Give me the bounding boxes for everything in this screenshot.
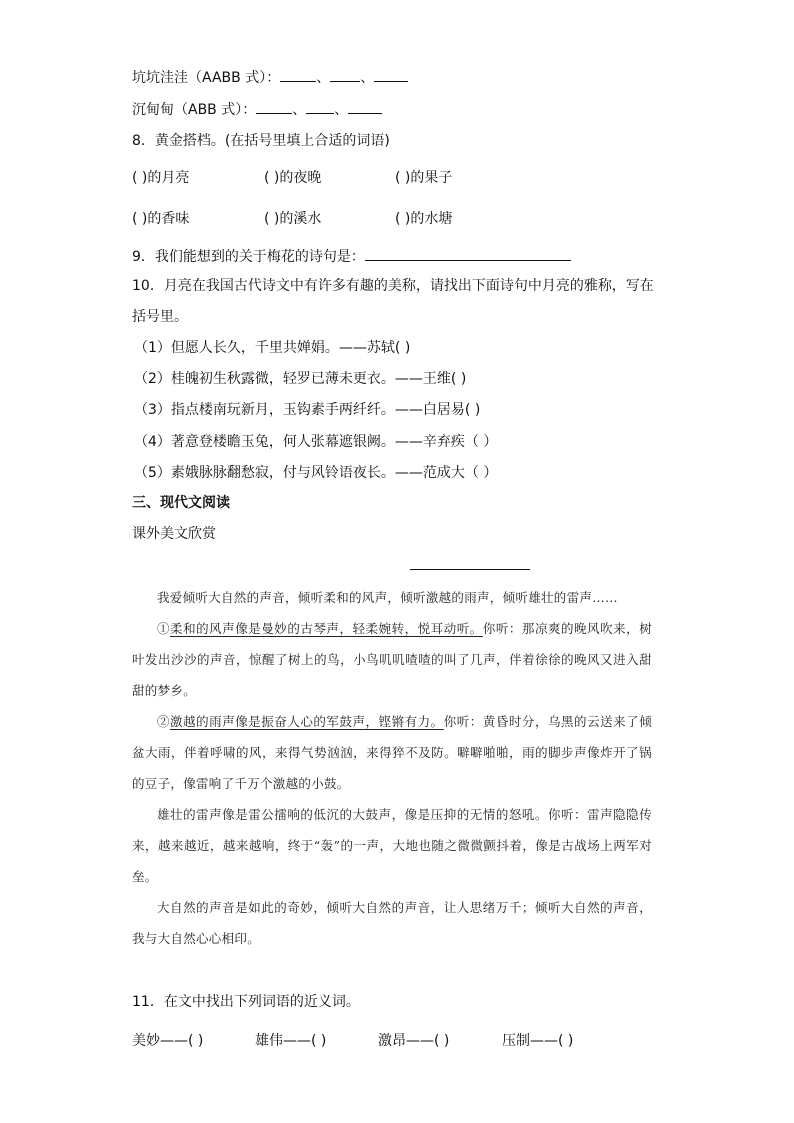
q10-item-4[interactable]: （4）著意登楼瞻玉兔，何人张幕遮银阙。——辛弃疾（ ）	[134, 434, 498, 450]
answer-blank[interactable]	[306, 99, 334, 114]
abb-line: 沉甸甸（ABB 式）： 、 、	[132, 99, 382, 120]
answer-blank[interactable]	[374, 67, 408, 82]
q8-item[interactable]: ( )的水塘	[395, 211, 453, 227]
q11-text: 11．在文中找出下列词语的近义词。	[132, 994, 360, 1010]
q8-item[interactable]: ( )的夜晚	[264, 170, 322, 186]
q8-item[interactable]: ( )的果子	[395, 170, 453, 186]
q11-item[interactable]: 雄伟——( )	[255, 1033, 327, 1049]
passage-paragraph-1: 我爱倾听大自然的声音，倾听柔和的风声，倾听激越的雨声，倾听雄壮的雷声……	[157, 590, 618, 605]
passage-title-blank[interactable]	[410, 569, 530, 570]
answer-blank[interactable]	[256, 99, 292, 114]
q11-item[interactable]: 美妙——( )	[132, 1033, 204, 1049]
q10-item-5[interactable]: （5）素娥脉脉翻愁寂，付与风铃语夜长。——范成大（ ）	[134, 465, 498, 481]
q9-line	[132, 246, 571, 267]
q11-item[interactable]: 压制——( )	[502, 1033, 574, 1049]
passage	[132, 582, 652, 954]
passage-paragraph-3: ②激越的雨声像是振奋人心的军鼓声，铿锵有力。你听：黄昏时分，乌黑的云送来了倾盆大雨，伴着呼啸的风，来得气势汹汹，来得猝不及防。噼噼啪啪，雨的脚步声像炸开了锅的豆子，像雷响了千万个激越的小鼓。	[132, 714, 652, 791]
q11-item[interactable]: 激昂——( )	[378, 1033, 450, 1049]
passage-paragraph-2: ①柔和的风声像是曼妙的古琴声，轻柔婉转，悦耳动听。你听：那凉爽的晚风吹来，树叶发出沙沙的声音，惊醒了树上的鸟，小鸟叽叽喳喳的叫了几声，伴着徐徐的晚风又进入甜甜的梦乡。	[132, 621, 652, 698]
q8-item[interactable]: ( )的溪水	[264, 211, 322, 227]
q10-text-2: 括号里。	[132, 309, 188, 325]
answer-blank[interactable]	[330, 67, 360, 82]
passage-paragraph-5: 大自然的声音是如此的奇妙，倾听大自然的声音，让人思绪万千；倾听大自然的声音，我与大自然心心相印。	[132, 900, 652, 946]
abb-label: 沉甸甸（ABB 式）：	[132, 102, 257, 118]
q11-row	[132, 1030, 573, 1050]
answer-blank[interactable]	[365, 246, 571, 261]
underlined-sentence-2: 激越的雨声像是振奋人心的军鼓声，铿锵有力。	[170, 714, 444, 729]
q8-row-1	[132, 167, 452, 187]
aabb-line: 坑坑洼洼（AABB 式）： 、 、	[132, 67, 408, 88]
q10-item-1[interactable]: （1）但愿人长久，千里共婵娟。——苏轼( )	[134, 340, 411, 356]
aabb-label: 坑坑洼洼（AABB 式）：	[132, 70, 281, 86]
section-heading: 三、现代文阅读	[132, 495, 230, 511]
q8-row-2	[132, 208, 452, 228]
answer-blank[interactable]	[348, 99, 382, 114]
section-subheading: 课外美文欣赏	[132, 526, 216, 542]
q8-title: 8．黄金搭档。(在括号里填上合适的词语)	[132, 133, 390, 149]
q9-text: 9．我们能想到的关于梅花的诗句是：	[132, 249, 365, 265]
answer-blank[interactable]	[280, 67, 316, 82]
q10-item-3[interactable]: （3）指点楼南玩新月，玉钩素手两纤纤。——白居易( )	[134, 402, 481, 418]
q8-item[interactable]: ( )的香味	[132, 211, 190, 227]
q10-text-1: 10．月亮在我国古代诗文中有许多有趣的美称，请找出下面诗句中月亮的雅称，写在	[132, 278, 654, 294]
q8-item[interactable]: ( )的月亮	[132, 170, 190, 186]
q10-item-2[interactable]: （2）桂魄初生秋露微，轻罗已薄未更衣。——王维( )	[134, 371, 467, 387]
passage-paragraph-4: 雄壮的雷声像是雷公擂响的低沉的大鼓声，像是压抑的无情的怒吼。你听：雷声隐隐传来，越来越近，越来越响，终于“轰”的一声，大地也随之微微颤抖着，像是古战场上两军对垒。	[132, 807, 652, 884]
underlined-sentence-1: 柔和的风声像是曼妙的古琴声，轻柔婉转，悦耳动听。	[170, 621, 483, 636]
